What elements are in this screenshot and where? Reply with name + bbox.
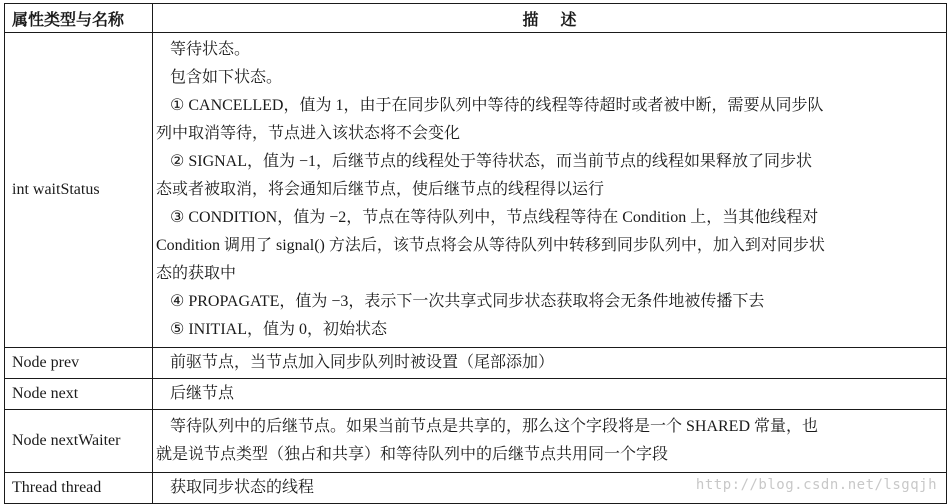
desc-line-cont: 就是说节点类型（独占和共享）和等待队列中的后继节点共用同一个字段 xyxy=(156,446,669,463)
desc-line: 等待队列中的后继节点。如果当前节点是共享的，那么这个字段将是一个 SHARED 常量，也 xyxy=(170,418,819,435)
watermark: http://blog.csdn.net/lsgqjh xyxy=(695,477,937,493)
row-desc-prev xyxy=(153,348,947,379)
desc-line: ④ PROPAGATE，值为 −3，表示下一次共享式同步状态获取将会无条件地被传播下去 xyxy=(170,293,765,310)
desc-line-cont: 态的获取中 xyxy=(156,265,237,282)
desc-line: ① CANCELLED，值为 1，由于在同步队列中等待的线程等待超时或者被中断，需要从同步队 xyxy=(170,97,824,114)
row-name-waitstatus: int waitStatus xyxy=(5,33,153,348)
desc-line: 包含如下状态。 xyxy=(170,69,283,86)
row-name-thread: Thread thread xyxy=(5,473,153,504)
desc-line: ③ CONDITION，值为 −2，节点在等待队列中，节点线程等待在 Condition 上，当其他线程对 xyxy=(170,209,819,226)
desc-line: ⑤ INITIAL，值为 0，初始状态 xyxy=(170,321,387,338)
desc-line-cont: Condition 调用了 signal() 方法后，该节点将会从等待队列中转移到同步队列中，加入到对同步状 xyxy=(156,237,825,254)
attribute-table xyxy=(4,3,947,504)
table-row xyxy=(5,379,947,410)
desc-line-cont: 态或者被取消，将会通知后继节点，使后继节点的线程得以运行 xyxy=(156,181,605,198)
table-row xyxy=(5,410,947,473)
header-name: 属性类型与名称 xyxy=(5,4,153,33)
desc-line: 获取同步状态的线程 xyxy=(170,479,315,496)
header-description: 描述 xyxy=(153,4,947,33)
table-row xyxy=(5,33,947,348)
row-name-nextwaiter: Node nextWaiter xyxy=(5,410,153,473)
row-desc-nextwaiter xyxy=(153,410,947,473)
desc-line: ② SIGNAL，值为 −1，后继节点的线程处于等待状态，而当前节点的线程如果释放了同步状 xyxy=(170,153,813,170)
desc-line-cont: 列中取消等待，节点进入该状态将不会变化 xyxy=(156,125,461,142)
row-name-prev: Node prev xyxy=(5,348,153,379)
table-row xyxy=(5,348,947,379)
row-desc-next xyxy=(153,379,947,410)
row-desc-waitstatus xyxy=(153,33,947,348)
desc-line: 后继节点 xyxy=(170,385,235,402)
desc-line: 前驱节点，当节点加入同步队列时被设置（尾部添加） xyxy=(170,354,555,371)
desc-line: 等待状态。 xyxy=(170,41,251,58)
row-name-next: Node next xyxy=(5,379,153,410)
table-header-row xyxy=(5,4,947,33)
